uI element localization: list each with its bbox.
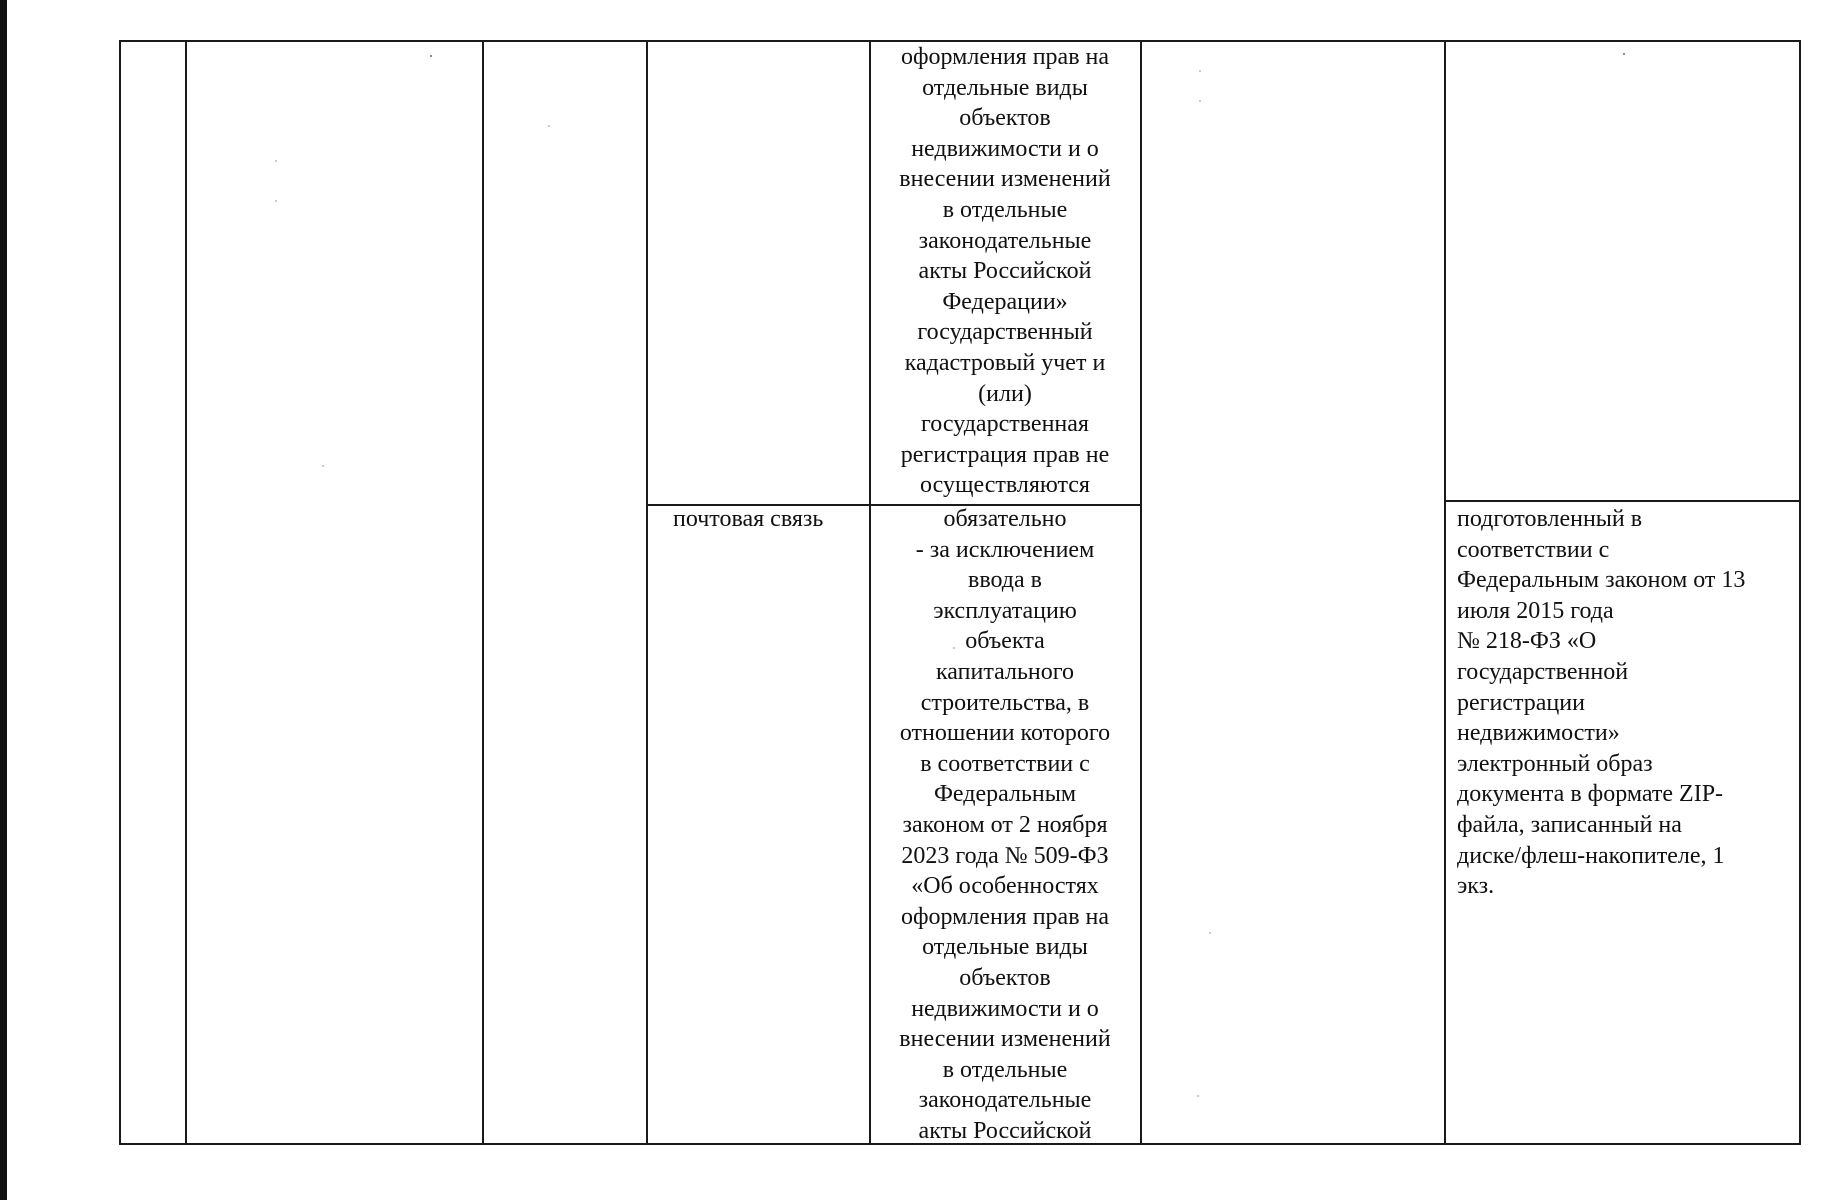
row1-col5-cell: оформления прав на отдельные виды объектов недвижимости и о внесении изменений в отдельные законодательные акты Российской Федерации» государственный кадастровый учет и (или) государственная регистрация прав не осуществляются <box>899 44 1111 499</box>
column-divider-3 <box>646 40 648 1145</box>
scan-speck <box>1209 932 1211 934</box>
column-divider-5 <box>1140 40 1142 1145</box>
scan-speck <box>548 125 550 127</box>
column-divider-1 <box>185 40 187 1145</box>
row2-col7-cell: подготовленный в соответствии с Федеральным законом от 13 июля 2015 года № 218-ФЗ «О государственной регистрации недвижимости» электронный образ документа в формате ZIP- файла, записанный на диске/флеш-накопителе, 1 экз. <box>1457 506 1746 900</box>
page-edge-rule <box>0 0 7 1200</box>
scan-speck <box>953 647 955 649</box>
column-divider-6 <box>1444 40 1446 1145</box>
scan-speck <box>322 465 324 467</box>
scan-speck <box>275 160 277 162</box>
row2-col5-cell: обязательно - за исключением ввода в эксплуатацию объекта капитального строительства, в отношении которого в соответствии с Федеральным законом от 2 ноября 2023 года № 509-ФЗ «Об особенностях оформления прав на отдельные виды объектов недвижимости и о внесении изменений в отдельные законодательные акты Российской <box>899 506 1111 1144</box>
scan-speck <box>1199 70 1201 72</box>
scan-speck <box>1197 1095 1199 1097</box>
row2-col4-cell: почтовая связь <box>673 506 824 532</box>
table-left-border <box>119 40 121 1145</box>
row-divider-col7 <box>1444 500 1801 502</box>
scan-speck <box>1199 100 1201 102</box>
scan-speck <box>1623 53 1625 55</box>
column-divider-2 <box>482 40 484 1145</box>
scan-speck <box>430 55 432 57</box>
table-right-border <box>1799 40 1801 1145</box>
scan-speck <box>275 200 277 202</box>
